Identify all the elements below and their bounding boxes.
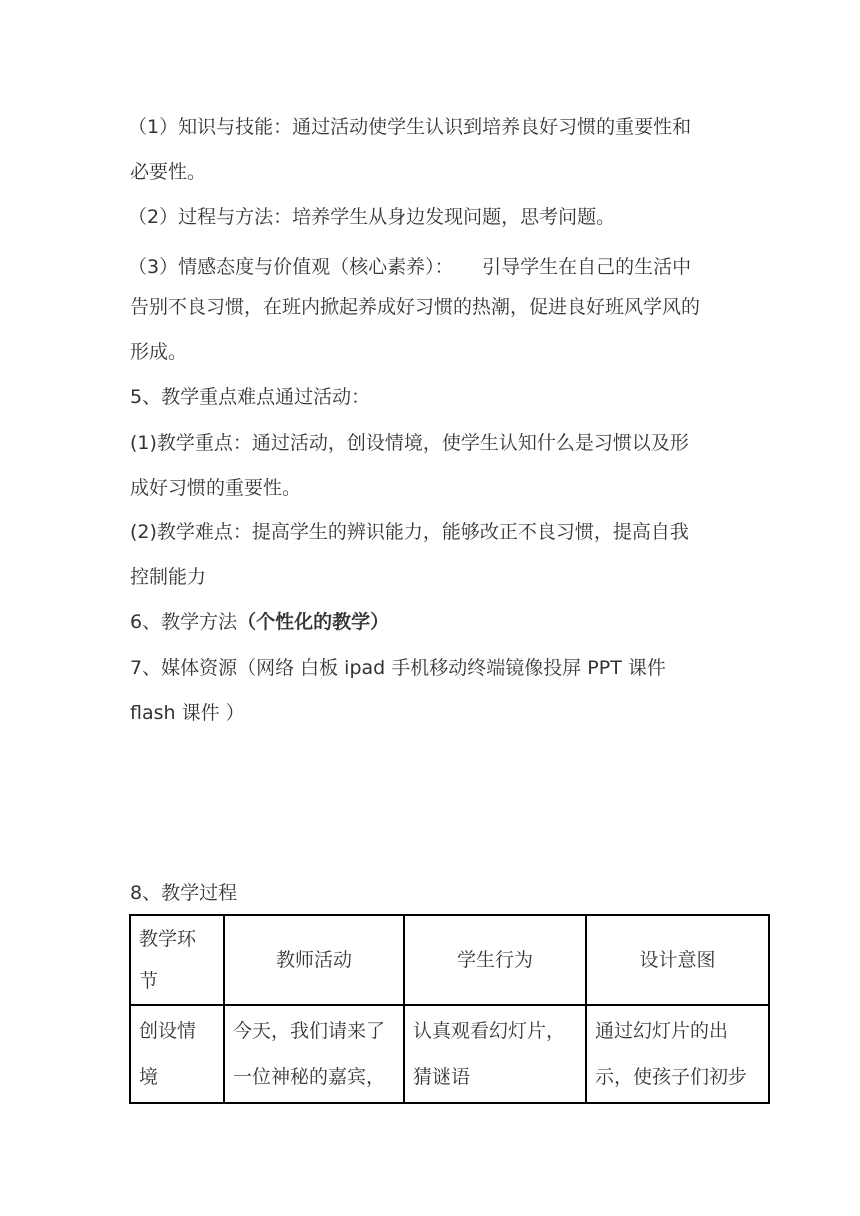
objective-line-3: （2）过程与方法：培养学生从身边发现问题，思考问题。: [128, 206, 616, 228]
cell-design: [586, 1005, 769, 1103]
header-cell-teacher: 教师活动: [224, 915, 404, 1005]
header-cell-stage-line-1: 教学环: [139, 928, 197, 950]
objective-line-4: （3）情感态度与价值观（核心素养）： 引导学生在自己的生活中: [128, 256, 692, 278]
objective-line-6: 形成。: [130, 341, 188, 363]
header-cell-design: 设计意图: [586, 915, 769, 1005]
table-header-row: [130, 915, 769, 1005]
cell-teacher-line-1: 今天，我们请来了: [233, 1020, 386, 1042]
section5-heading: 5、教学重点难点通过活动：: [130, 386, 371, 408]
objective-line-5: 告别不良习惯，在班内掀起养成好习惯的热潮，促进良好班风学风的: [130, 296, 701, 318]
section6-heading: [130, 610, 389, 634]
section6-prefix: 6、教学方法: [130, 611, 238, 633]
objective-line-1: （1）知识与技能：通过活动使学生认识到培养良好习惯的重要性和: [128, 116, 692, 138]
cell-student: [404, 1005, 586, 1103]
header-cell-stage-line-2: 节: [139, 970, 159, 992]
teaching-process-table: [129, 914, 770, 1104]
cell-teacher: [224, 1005, 404, 1103]
table-row: [130, 1005, 769, 1103]
objective-line-2: 必要性。: [130, 161, 207, 183]
cell-design-line-2: 示，使孩子们初步: [595, 1066, 748, 1088]
cell-student-line-1: 认真观看幻灯片，: [413, 1020, 566, 1042]
cell-student-line-2: 猜谜语: [413, 1066, 471, 1088]
section6-emphasis: （个性化的教学）: [237, 611, 390, 633]
section5-line-3: (2)教学难点：提高学生的辨识能力，能够改正不良习惯，提高自我: [130, 521, 689, 543]
section7-line-2: flash 课件 ）: [130, 702, 245, 724]
cell-design-line-1: 通过幻灯片的出: [595, 1020, 729, 1042]
section7-line-1: 7、媒体资源（网络 白板 ipad 手机移动终端镜像投屏 PPT 课件: [130, 657, 666, 679]
cell-stage-line-2: 境: [139, 1066, 159, 1088]
section5-line-4: 控制能力: [130, 566, 207, 588]
section5-line-2: 成好习惯的重要性。: [130, 477, 302, 499]
section5-line-1: (1)教学重点：通过活动，创设情境，使学生认知什么是习惯以及形: [130, 432, 689, 454]
section8-heading: 8、教学过程: [130, 882, 238, 904]
header-cell-student: 学生行为: [404, 915, 586, 1005]
cell-stage-line-1: 创设情: [139, 1020, 197, 1042]
cell-teacher-line-2: 一位神秘的嘉宾，: [233, 1066, 386, 1088]
header-cell-stage: [130, 915, 224, 1005]
cell-stage: [130, 1005, 224, 1103]
